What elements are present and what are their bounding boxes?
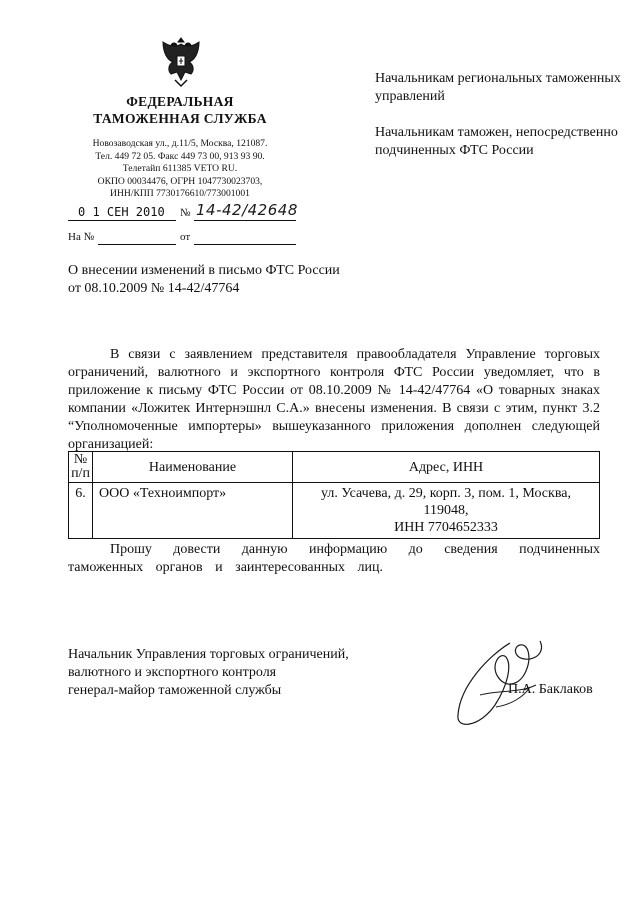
row-address-line1: ул. Усачева, д. 29, корп. 3, пом. 1, Москва,: [321, 486, 571, 501]
signer-position-line1: Начальник Управления торговых ограничений,: [68, 647, 349, 662]
contact-inn: ИНН/КПП 7730176610/773001001: [110, 188, 250, 200]
org-name-line2: ТАМОЖЕННАЯ СЛУЖБА: [93, 111, 267, 126]
table-header-row: [69, 452, 600, 483]
row-address-line2: 119048,: [423, 503, 469, 518]
header-name: Наименование: [93, 452, 293, 483]
body-paragraph-1-text: В связи с заявлением представителя правообладателя Управление торговых ограничений, валютного и экспортного контроля ФТС России уведомляет, что в приложение к письму ФТС России от 08.10.2009 № 14-42/47764 «О товарных знаках компании «Ложитек Интернэшнл С.А.» внесены изменения. В связи с этим, пункт 3.2 “Уполномоченные импортеры» вышеуказанного приложения дополнен следующей организацией:: [68, 347, 600, 452]
body-paragraph-2-text: Прошу довести данную информацию до сведения подчиненных таможенных органов и заинтересованных лиц.: [68, 542, 600, 575]
contact-teletype: Телетайп 611385 VETO RU.: [122, 163, 238, 175]
row-address-inn: ИНН 7704652333: [394, 520, 498, 535]
header-num: № п/п: [69, 452, 93, 483]
date-underline: [68, 220, 176, 221]
table-row: [69, 483, 600, 539]
contact-okpo: ОКПО 00034476, ОГРН 1047730023703,: [97, 175, 263, 187]
contact-address: Новозаводская ул., д.11/5, Москва, 121087.: [92, 138, 268, 149]
number-underline: [194, 220, 296, 221]
incoming-number-label: На №: [68, 231, 95, 243]
addressee-regional: Начальникам региональных таможенных управлений: [375, 71, 621, 104]
coat-of-arms-icon: [157, 32, 205, 88]
importers-table: [68, 451, 600, 539]
row-name: ООО «Техноимпорт»: [93, 483, 293, 539]
incoming-number-blank: [98, 244, 176, 245]
row-address: [293, 483, 600, 539]
row-num: 6.: [69, 483, 93, 539]
addressee-customs: Начальникам таможен, непосредственно подчиненных ФТС России: [375, 125, 618, 158]
document-number: 14-42/42648: [196, 201, 298, 219]
document-date: 0 1 СЕН 2010: [78, 205, 165, 219]
body-paragraph-1: [68, 346, 600, 454]
signer-name: П.А. Баклаков: [508, 682, 593, 697]
signer-position: [68, 646, 398, 700]
letter-subject: О внесении изменений в письмо ФТС России от 08.10.2009 № 14-42/47764: [68, 263, 340, 296]
contact-phones: Тел. 449 72 05. Факс 449 73 00, 913 93 90.: [95, 150, 265, 162]
org-contacts: [60, 138, 300, 201]
incoming-date-label: от: [180, 231, 191, 243]
org-name-line1: ФЕДЕРАЛЬНАЯ: [126, 94, 234, 109]
signer-position-line2: валютного и экспортного контроля: [68, 665, 277, 680]
signer-position-line3: генерал-майор таможенной службы: [68, 683, 282, 698]
incoming-date-blank: [194, 244, 296, 245]
number-label: №: [180, 207, 191, 219]
body-paragraph-2: [68, 541, 600, 577]
header-address: Адрес, ИНН: [293, 452, 600, 483]
